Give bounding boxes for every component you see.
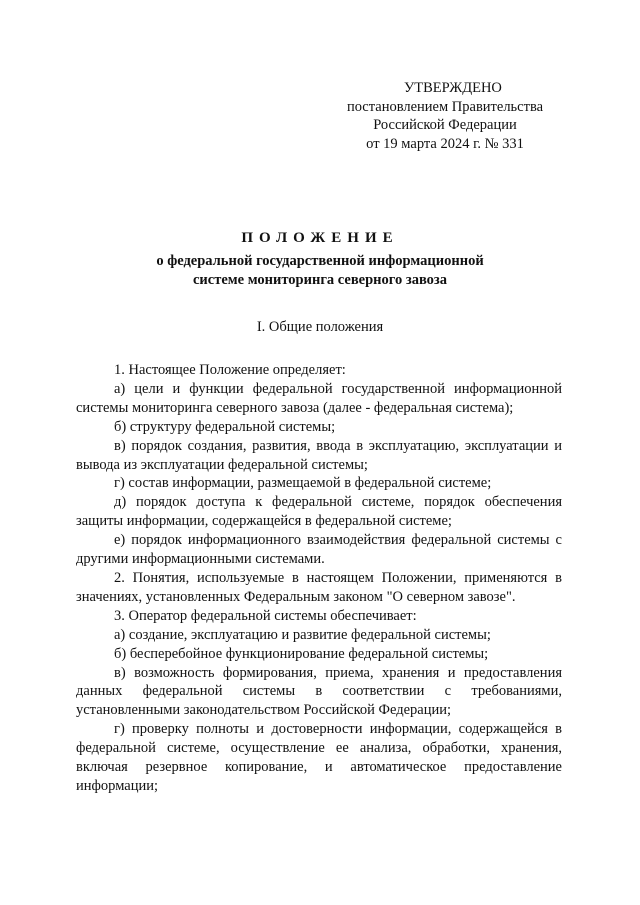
approval-heading: УТВЕРЖДЕНО — [404, 80, 502, 96]
paragraph: д) порядок доступа к федеральной системе, порядок обеспечения защиты информации, содержащейся в федеральной системе; — [76, 494, 562, 530]
paragraph: в) возможность формирования, приема, хранения и предоставления данных федеральной системы в соответствии с требованиями, установленными законодательством Российской Федерации; — [76, 664, 562, 719]
subtitle-line: о федеральной государственной информационной — [156, 253, 484, 269]
document-subtitle — [60, 252, 580, 290]
paragraph: а) цели и функции федеральной государственной информационной системы мониторинга северного завоза (далее - федеральная система); — [76, 380, 562, 416]
approval-date-line: от 19 марта 2024 г. № 331 — [366, 135, 524, 152]
paragraph: 2. Понятия, используемые в настоящем Положении, применяются в значениях, установленных Федеральным законом "О северном завозе". — [76, 569, 562, 605]
approval-line: Российской Федерации — [373, 117, 517, 133]
paragraph: а) создание, эксплуатацию и развитие федеральной системы; — [114, 626, 491, 643]
paragraph: е) порядок информационного взаимодействия федеральной системы с другими информационными системами. — [76, 532, 562, 568]
document-title-block — [60, 228, 580, 290]
paragraph: г) проверку полноты и достоверности информации, содержащейся в федеральной системе, осуществление ее анализа, обработки, хранения, включая резервное копирование, и автоматическое предоставление информации; — [76, 721, 562, 794]
paragraph: 1. Настоящее Положение определяет: — [114, 362, 346, 378]
paragraph: г) состав информации, размещаемой в федеральной системе; — [114, 475, 492, 492]
paragraph: б) бесперебойное функционирование федеральной системы; — [114, 645, 489, 662]
paragraph: б) структуру федеральной системы; — [114, 418, 336, 435]
approval-stamp — [340, 79, 580, 153]
paragraph: 3. Оператор федеральной системы обеспечивает: — [114, 607, 417, 624]
document-body — [76, 361, 562, 796]
document-title: ПОЛОЖЕНИЕ — [241, 230, 399, 246]
subtitle-line: системе мониторинга северного завоза — [193, 272, 447, 288]
section-heading: I. Общие положения — [256, 319, 384, 335]
approval-line: постановлением Правительства — [346, 98, 544, 115]
paragraph: в) порядок создания, развития, ввода в эксплуатацию, эксплуатации и вывода из эксплуатации федеральной системы; — [76, 437, 562, 473]
